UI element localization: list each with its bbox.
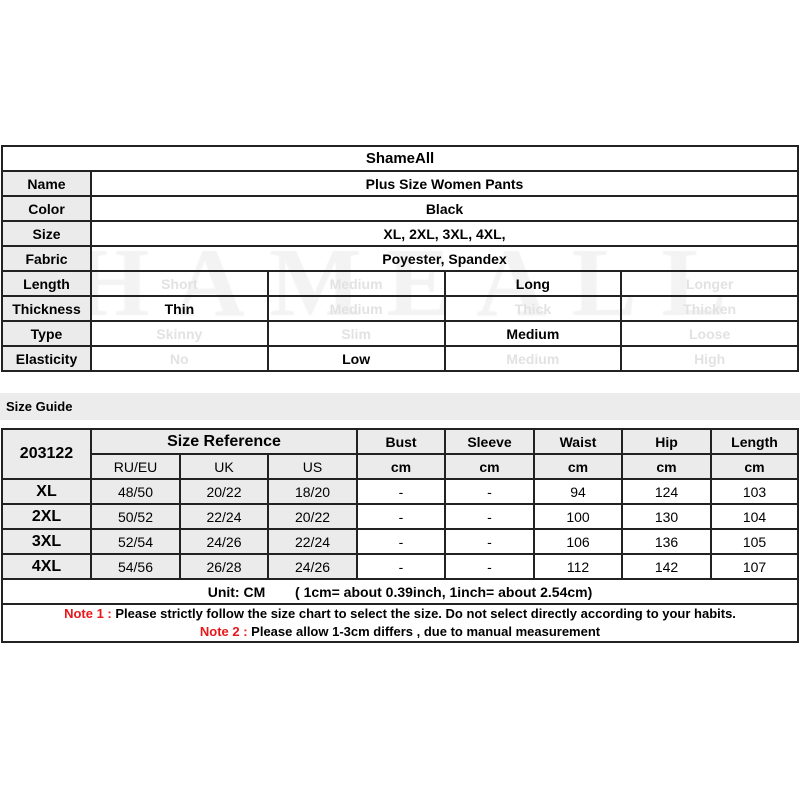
attribute-option: Thick bbox=[445, 296, 622, 321]
measure-cell: 130 bbox=[622, 504, 711, 529]
info-label: Fabric bbox=[2, 246, 91, 271]
size-ref-cell: 18/20 bbox=[268, 479, 357, 504]
info-row bbox=[2, 171, 798, 196]
size-chart-table bbox=[1, 428, 799, 643]
product-code: 203122 bbox=[2, 429, 91, 479]
measure-cell: 136 bbox=[622, 529, 711, 554]
attribute-label: Elasticity bbox=[2, 346, 91, 371]
measure-cell: 107 bbox=[711, 554, 798, 579]
unit-label: cm bbox=[445, 454, 534, 479]
measure-cell: - bbox=[357, 554, 445, 579]
size-label: XL bbox=[2, 479, 91, 504]
hip-header: Hip bbox=[622, 429, 711, 454]
size-row bbox=[2, 504, 798, 529]
size-label: 4XL bbox=[2, 554, 91, 579]
size-ref-cell: 26/28 bbox=[180, 554, 268, 579]
measure-cell: - bbox=[357, 479, 445, 504]
size-ref-cell: 52/54 bbox=[91, 529, 180, 554]
unit-label: cm bbox=[534, 454, 622, 479]
attribute-option: Loose bbox=[621, 321, 798, 346]
waist-header: Waist bbox=[534, 429, 622, 454]
attribute-option: High bbox=[621, 346, 798, 371]
unit-label: cm bbox=[357, 454, 445, 479]
size-ref-cell: 22/24 bbox=[268, 529, 357, 554]
attribute-option: Medium bbox=[445, 346, 622, 371]
length-header: Length bbox=[711, 429, 798, 454]
attribute-option-selected: Thin bbox=[91, 296, 268, 321]
attribute-option: Medium bbox=[268, 271, 445, 296]
info-value: Black bbox=[91, 196, 798, 221]
measure-cell: - bbox=[357, 529, 445, 554]
measure-cell: - bbox=[357, 504, 445, 529]
measure-cell: 112 bbox=[534, 554, 622, 579]
info-value: Poyester, Spandex bbox=[91, 246, 798, 271]
info-row bbox=[2, 246, 798, 271]
attribute-row bbox=[2, 296, 798, 321]
info-label: Color bbox=[2, 196, 91, 221]
ru-eu-header: RU/EU bbox=[91, 454, 180, 479]
size-label: 2XL bbox=[2, 504, 91, 529]
attribute-label: Length bbox=[2, 271, 91, 296]
size-row bbox=[2, 529, 798, 554]
note1-text: Please strictly follow the size chart to select the size. Do not select directly according to your habits. bbox=[111, 606, 736, 621]
attribute-label: Type bbox=[2, 321, 91, 346]
size-ref-cell: 24/26 bbox=[268, 554, 357, 579]
measure-cell: - bbox=[445, 554, 534, 579]
sleeve-header: Sleeve bbox=[445, 429, 534, 454]
unit-row bbox=[2, 579, 798, 604]
size-row bbox=[2, 479, 798, 504]
attribute-row bbox=[2, 346, 798, 371]
info-value: XL, 2XL, 3XL, 4XL, bbox=[91, 221, 798, 246]
conversion-text: ( 1cm= about 0.39inch, 1inch= about 2.54cm) bbox=[295, 583, 593, 600]
info-label: Name bbox=[2, 171, 91, 196]
attribute-option: Skinny bbox=[91, 321, 268, 346]
size-ref-cell: 48/50 bbox=[91, 479, 180, 504]
measure-cell: - bbox=[445, 529, 534, 554]
attribute-option: No bbox=[91, 346, 268, 371]
info-label: Size bbox=[2, 221, 91, 246]
note2-text: Please allow 1-3cm differs , due to manual measurement bbox=[247, 624, 601, 639]
size-ref-cell: 22/24 bbox=[180, 504, 268, 529]
attribute-row bbox=[2, 321, 798, 346]
info-row bbox=[2, 221, 798, 246]
unit-label: cm bbox=[622, 454, 711, 479]
unit-label: cm bbox=[711, 454, 798, 479]
measure-cell: 104 bbox=[711, 504, 798, 529]
info-value: Plus Size Women Pants bbox=[91, 171, 798, 196]
size-ref-cell: 20/22 bbox=[268, 504, 357, 529]
size-guide-heading: Size Guide bbox=[0, 393, 800, 420]
measure-cell: 124 bbox=[622, 479, 711, 504]
product-info-table bbox=[1, 145, 799, 372]
measure-cell: 94 bbox=[534, 479, 622, 504]
measure-cell: 100 bbox=[534, 504, 622, 529]
attribute-option: Longer bbox=[621, 271, 798, 296]
measure-cell: - bbox=[445, 504, 534, 529]
attribute-option: Thicken bbox=[621, 296, 798, 321]
attribute-option-selected: Long bbox=[445, 271, 622, 296]
size-ref-cell: 24/26 bbox=[180, 529, 268, 554]
bust-header: Bust bbox=[357, 429, 445, 454]
size-ref-cell: 20/22 bbox=[180, 479, 268, 504]
attribute-option: Medium bbox=[268, 296, 445, 321]
measure-cell: 142 bbox=[622, 554, 711, 579]
size-ref-cell: 50/52 bbox=[91, 504, 180, 529]
uk-header: UK bbox=[180, 454, 268, 479]
attribute-option: Slim bbox=[268, 321, 445, 346]
attribute-option-selected: Medium bbox=[445, 321, 622, 346]
info-row bbox=[2, 196, 798, 221]
note2-label: Note 2 : bbox=[199, 624, 248, 639]
size-label: 3XL bbox=[2, 529, 91, 554]
measure-cell: 103 bbox=[711, 479, 798, 504]
measure-cell: - bbox=[445, 479, 534, 504]
note1-label: Note 1 : bbox=[64, 606, 112, 621]
attribute-option: Short bbox=[91, 271, 268, 296]
brand-title: ShameAll bbox=[2, 146, 798, 171]
attribute-label: Thickness bbox=[2, 296, 91, 321]
notes bbox=[2, 604, 798, 642]
size-reference-header: Size Reference bbox=[91, 429, 357, 454]
size-ref-cell: 54/56 bbox=[91, 554, 180, 579]
unit-line: Unit: CM bbox=[207, 583, 266, 600]
attribute-option-selected: Low bbox=[268, 346, 445, 371]
size-row bbox=[2, 554, 798, 579]
attribute-row bbox=[2, 271, 798, 296]
measure-cell: 106 bbox=[534, 529, 622, 554]
measure-cell: 105 bbox=[711, 529, 798, 554]
us-header: US bbox=[268, 454, 357, 479]
